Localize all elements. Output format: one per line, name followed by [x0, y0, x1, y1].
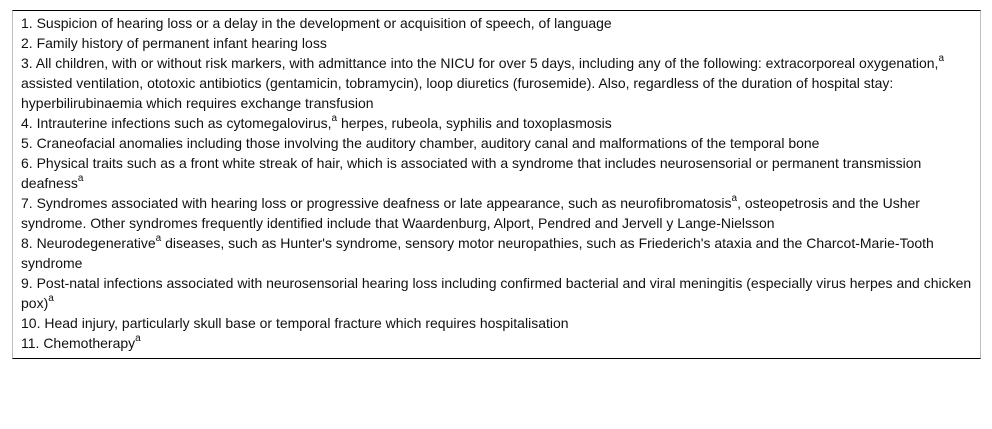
- table-row: [13, 133, 980, 153]
- table-row: [13, 53, 980, 113]
- table-row: [13, 333, 980, 353]
- table-row: [13, 193, 980, 233]
- table-row: [13, 273, 980, 313]
- table-row: [13, 113, 980, 133]
- row-text: 4. Intrauterine infections such as cytomegalovirus,: [21, 115, 332, 131]
- row-text: 6. Physical traits such as a front white streak of hair, which is associated with a syndrome that includes neurosensorial or permanent transmission deafness: [21, 155, 922, 191]
- table-row: [13, 153, 980, 193]
- risk-factors-table: [12, 10, 981, 359]
- row-text: , osteopetrosis and the Usher syndrome. Other syndromes frequently identified include that Waardenburg, Alport, Pendred and Jervell y Lange-Nielsson: [21, 195, 920, 231]
- row-text: assisted ventilation, ototoxic antibiotics (gentamicin, tobramycin), loop diuretics (furosemide). Also, regardless of the duration of hospital stay: hyperbilirubinaemia which requires exchange transfusion: [21, 75, 894, 111]
- row-text: 2. Family history of permanent infant hearing loss: [21, 35, 327, 51]
- table-row: [13, 313, 980, 333]
- row-text: 1. Suspicion of hearing loss or a delay in the development or acquisition of speech, of language: [21, 15, 612, 31]
- row-text: diseases, such as Hunter's syndrome, sensory motor neuropathies, such as Friederich's ataxia and the Charcot-Marie-Tooth syndrome: [21, 235, 934, 271]
- footnote-marker: a: [938, 53, 944, 65]
- row-text: 5. Craneofacial anomalies including those involving the auditory chamber, auditory canal and malformations of the temporal bone: [21, 135, 820, 151]
- row-text: 8. Neurodegenerative: [21, 235, 156, 251]
- row-text: 10. Head injury, particularly skull base or temporal fracture which requires hospitalisation: [21, 315, 569, 331]
- row-text: herpes, rubeola, syphilis and toxoplasmosis: [337, 115, 612, 131]
- footnote-marker: a: [77, 173, 84, 185]
- footnote-marker: a: [155, 233, 162, 245]
- table-row: [13, 12, 980, 33]
- row-text: 11. Chemotherapy: [21, 335, 136, 351]
- table-row: [13, 233, 980, 273]
- footnote-marker: a: [731, 193, 738, 205]
- row-text: 3. All children, with or without risk markers, with admittance into the NICU for over 5 days, including any of the following: extracorporeal oxygenation,: [21, 55, 939, 71]
- table-row: [13, 33, 980, 53]
- row-text: 9. Post-natal infections associated with neurosensorial hearing loss including confirmed bacterial and viral meningitis (especially virus herpes and chicken pox): [21, 275, 972, 311]
- footnote-marker: a: [48, 293, 54, 305]
- row-text: 7. Syndromes associated with hearing loss or progressive deafness or late appearance, such as neurofibromatosis: [21, 195, 732, 211]
- footnote-marker: a: [331, 113, 338, 125]
- footnote-marker: a: [135, 333, 141, 345]
